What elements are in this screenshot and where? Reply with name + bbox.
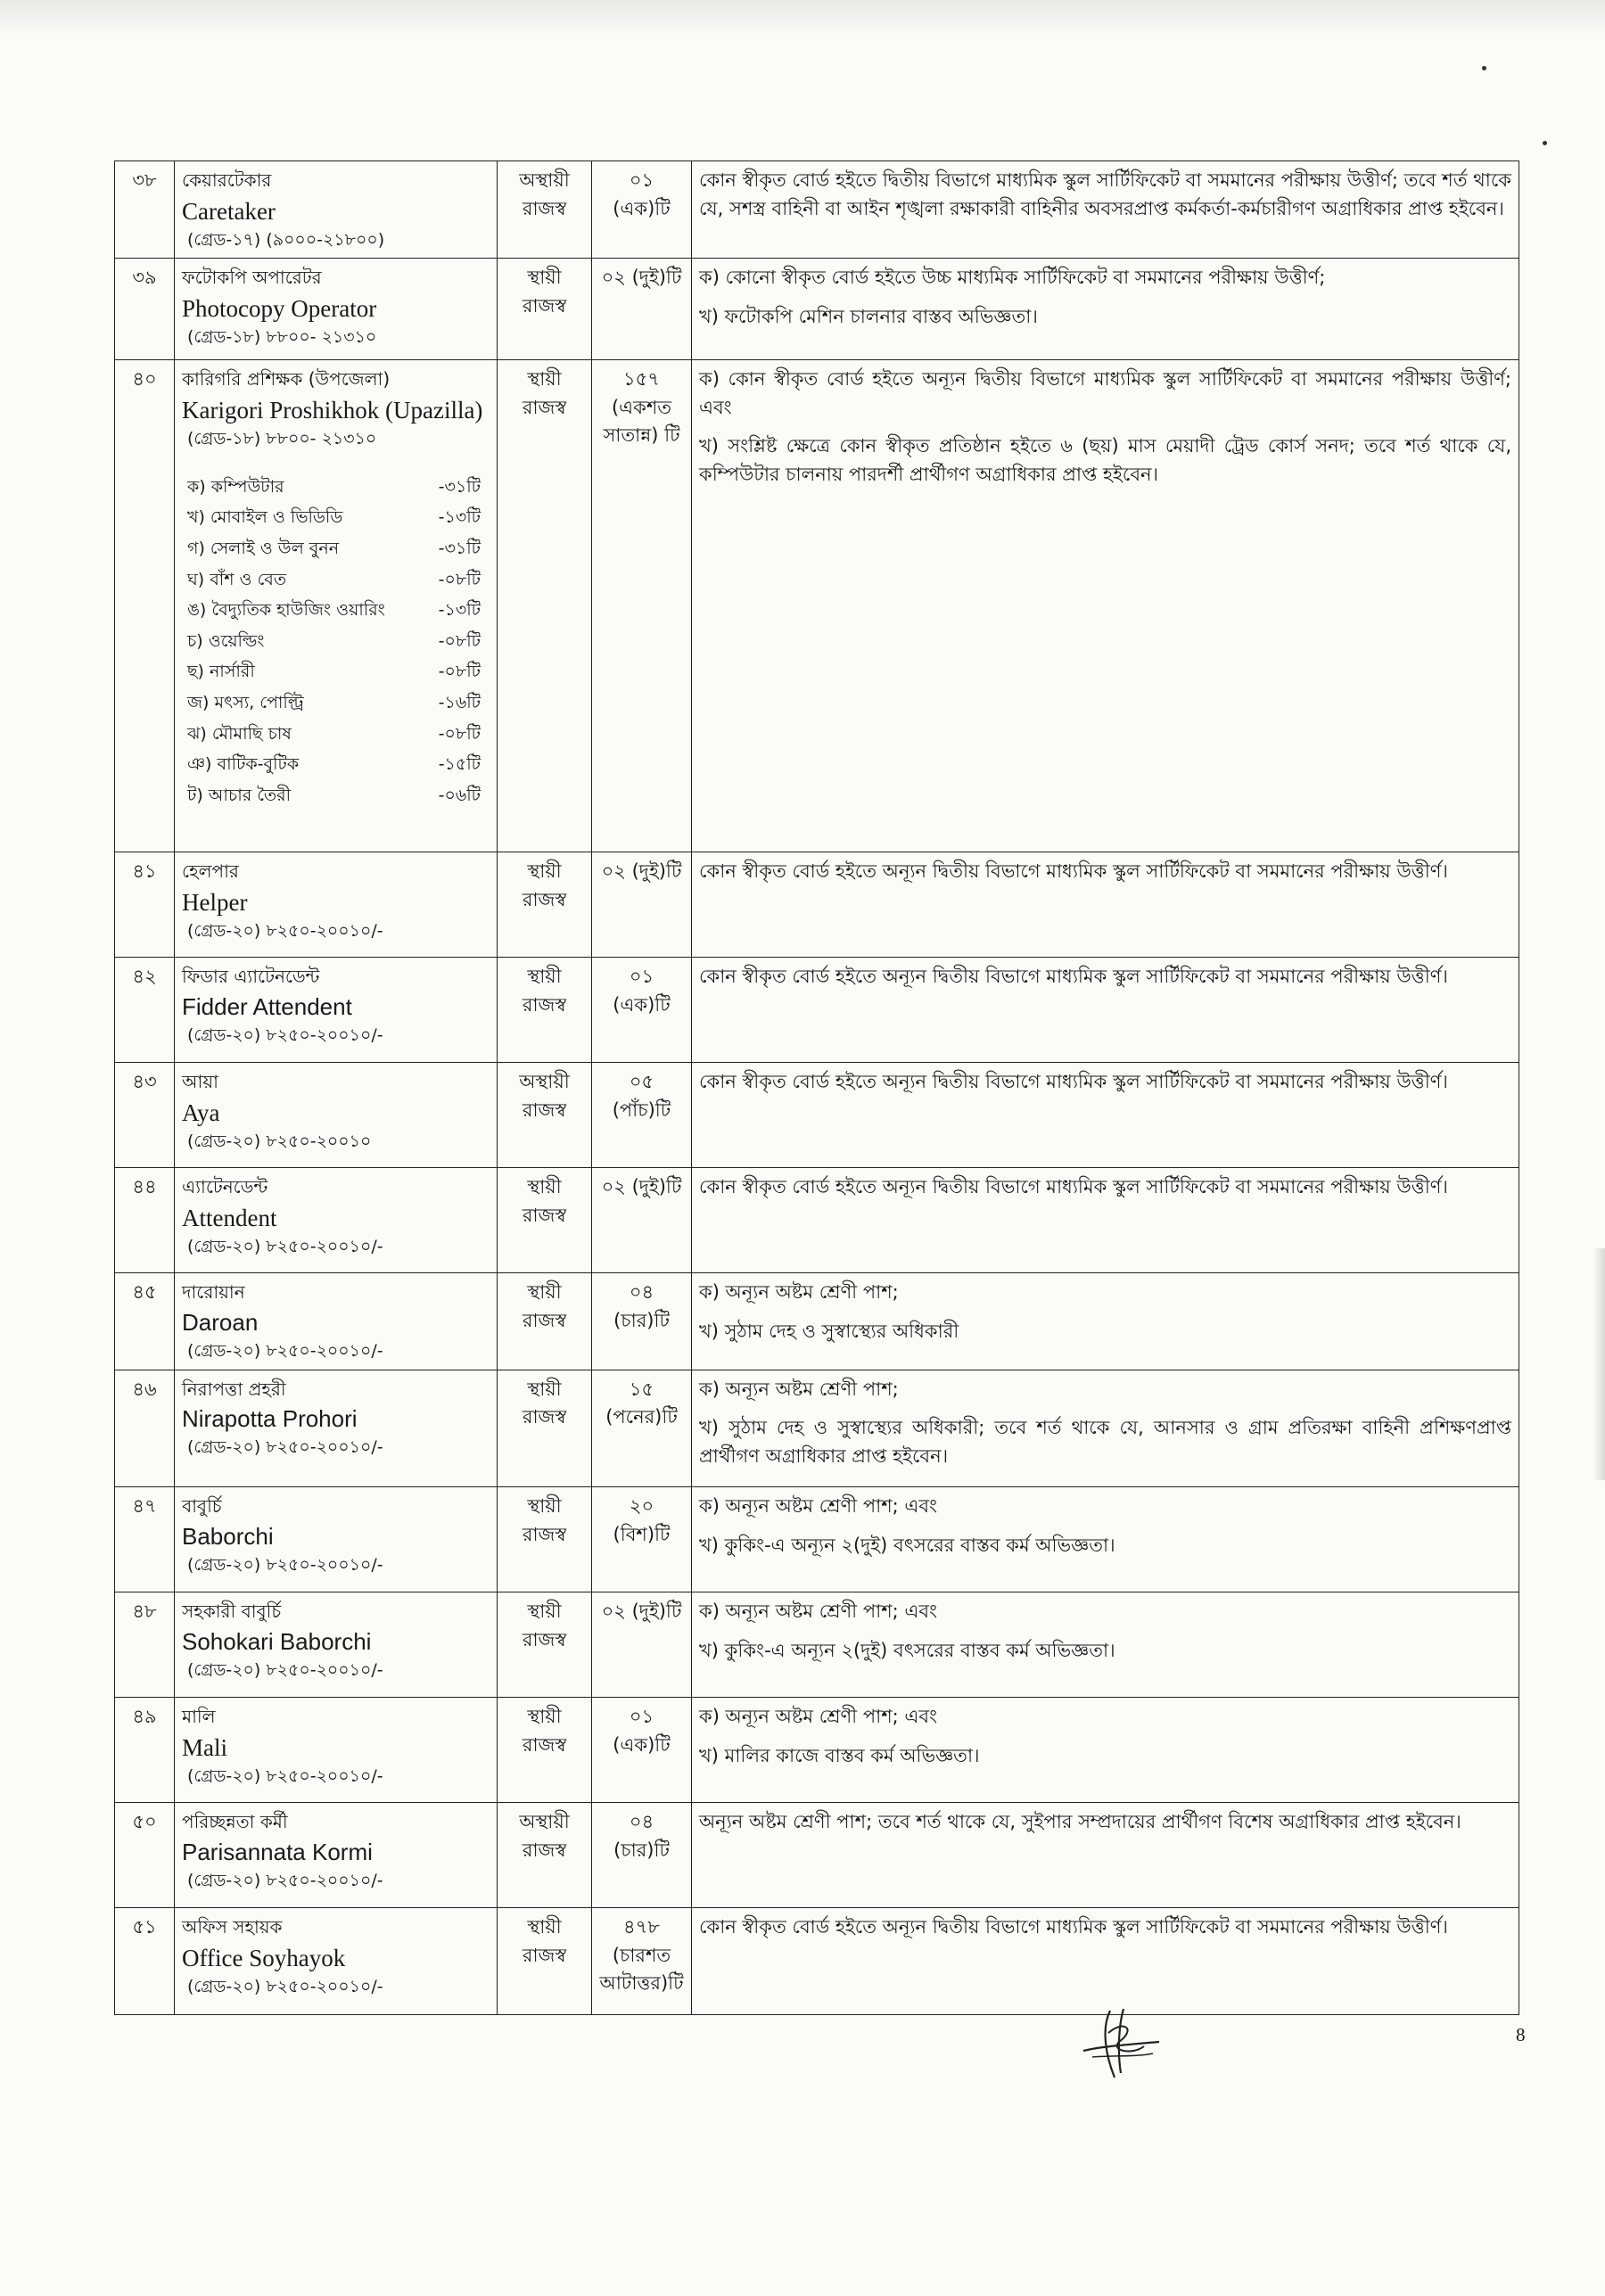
post-name-bn: এ্যাটেনডেন্ট bbox=[182, 1176, 268, 1198]
serial-number: ৪২ bbox=[115, 958, 175, 1063]
table-row bbox=[115, 161, 1519, 259]
table-row bbox=[115, 1168, 1519, 1273]
pay-grade: (গ্রেড-২০) ৮২৫০-২০০১০/- bbox=[187, 1554, 383, 1575]
post-name-cell bbox=[175, 161, 498, 259]
post-type: স্থায়ী রাজস্ব bbox=[498, 1592, 592, 1698]
qualification-text: খ) কুকিং-এ অন্যূন ২(দুই) বৎসরের বাস্তব কর্ম অভিজ্ঞতা। bbox=[699, 1639, 1115, 1661]
trade-count: -৩১টি bbox=[438, 476, 481, 497]
post-count: ৪৭৮ (চারশত আটাত্তর)টি bbox=[592, 1908, 692, 2015]
trade-item bbox=[187, 749, 490, 780]
qualification-cell bbox=[692, 360, 1519, 852]
qualification-cell bbox=[692, 1592, 1519, 1698]
post-name-en: Attendent bbox=[182, 1204, 277, 1231]
trade-name: চ) ওয়েল্ডিং bbox=[187, 630, 265, 651]
qualification-cell bbox=[692, 259, 1519, 360]
qualification-text: কোন স্বীকৃত বোর্ড হইতে অন্যূন দ্বিতীয় বিভাগে মাধ্যমিক স্কুল সার্টিফিকেট বা সমমানের পরীক্ষায় উত্তীর্ণ। bbox=[699, 860, 1448, 883]
post-count: ২০ (বিশ)টি bbox=[592, 1487, 692, 1592]
trade-item bbox=[187, 719, 490, 750]
pay-grade: (গ্রেড-২০) ৮২৫০-২০০১০/- bbox=[187, 1659, 383, 1680]
serial-number: ৫১ bbox=[115, 1908, 175, 2015]
table-row bbox=[115, 1803, 1519, 1908]
qualification-cell bbox=[692, 1487, 1519, 1592]
trade-name: ঙ) বৈদ্যুতিক হাউজিং ওয়ারিং bbox=[187, 600, 385, 621]
post-name-cell bbox=[175, 259, 498, 360]
trade-item bbox=[187, 564, 490, 596]
post-name-en: Parisannata Kormi bbox=[182, 1838, 373, 1865]
qualification-text: খ) কুকিং-এ অন্যূন ২(দুই) বৎসরের বাস্তব কর্ম অভিজ্ঞতা। bbox=[699, 1534, 1115, 1556]
pay-grade: (গ্রেড-২০) ৮২৫০-২০০১০/- bbox=[187, 1976, 383, 1996]
post-type: স্থায়ী রাজস্ব bbox=[498, 1487, 592, 1592]
trade-item bbox=[187, 502, 490, 533]
serial-number: ৩৮ bbox=[115, 161, 175, 259]
qualification-cell bbox=[692, 1273, 1519, 1370]
post-type: স্থায়ী রাজস্ব bbox=[498, 1370, 592, 1487]
post-name-bn: সহকারী বাবুর্চি bbox=[182, 1601, 282, 1623]
post-count: ০২ (দুই)টি bbox=[592, 1592, 692, 1698]
trade-item bbox=[187, 595, 490, 626]
table-row bbox=[115, 1908, 1519, 2015]
post-name-cell bbox=[175, 1908, 498, 2015]
pay-grade: (গ্রেড-২০) ৮২৫০-২০০১০ bbox=[187, 1132, 372, 1152]
trade-item bbox=[187, 626, 490, 657]
post-name-cell bbox=[175, 1168, 498, 1273]
post-count: ১৫৭ (একশত সাতান্ন) টি bbox=[592, 360, 692, 852]
post-count: ১৫ (পনের)টি bbox=[592, 1370, 692, 1487]
post-name-cell bbox=[175, 852, 498, 958]
trade-item bbox=[187, 472, 490, 503]
trade-count: -১৫টি bbox=[438, 754, 481, 775]
pay-grade: (গ্রেড-২০) ৮২৫০-২০০১০/- bbox=[187, 1870, 383, 1890]
table-row bbox=[115, 259, 1519, 360]
trade-item bbox=[187, 687, 490, 719]
post-type: স্থায়ী রাজস্ব bbox=[498, 259, 592, 360]
post-name-en: Nirapotta Prohori bbox=[182, 1405, 358, 1433]
trade-name: ঘ) বাঁশ ও বেত bbox=[187, 569, 287, 589]
qualification-text: কোন স্বীকৃত বোর্ড হইতে দ্বিতীয় বিভাগে মাধ্যমিক স্কুল সার্টিফিকেট বা সমমানের পরীক্ষায় উত্তীর্ণ; তবে শর্ত থাকে যে, সশস্ত্র বাহিনী বা আইন শৃঙ্খলা রক্ষাকারী বাহিনীর অবসরপ্রাপ্ত কর্মকর্তা-কর্মচারীগণ অগ্রাধিকার প্রাপ্ত হইবেন। bbox=[699, 169, 1511, 219]
qualification-cell bbox=[692, 1803, 1519, 1908]
qualification-cell bbox=[692, 852, 1519, 958]
post-name-bn: ফটোকপি অপারেটর bbox=[182, 267, 322, 289]
post-type: স্থায়ী রাজস্ব bbox=[498, 1908, 592, 2015]
qualification-text: কোন স্বীকৃত বোর্ড হইতে অন্যূন দ্বিতীয় বিভাগে মাধ্যমিক স্কুল সার্টিফিকেট বা সমমানের পরীক্ষায় উত্তীর্ণ। bbox=[699, 966, 1448, 988]
qualification-cell bbox=[692, 1370, 1519, 1487]
qualification-text: খ) সুঠাম দেহ ও সুস্বাস্থ্যের অধিকারী; তবে শর্ত থাকে যে, আনসার ও গ্রাম প্রতিরক্ষা বাহিনী প্রশিক্ষণপ্রাপ্ত প্রার্থীগণ অগ্রাধিকার প্রাপ্ত হইবেন। bbox=[699, 1417, 1511, 1467]
post-count: ০৪ (চার)টি bbox=[592, 1803, 692, 1908]
post-type: স্থায়ী রাজস্ব bbox=[498, 852, 592, 958]
post-type: অস্থায়ী রাজস্ব bbox=[498, 1803, 592, 1908]
post-name-en: Photocopy Operator bbox=[182, 294, 377, 322]
job-table-body bbox=[115, 161, 1519, 2015]
post-name-bn: অফিস সহায়ক bbox=[182, 1916, 283, 1938]
qualification-cell bbox=[692, 161, 1519, 259]
post-name-bn: আয়া bbox=[182, 1071, 218, 1093]
post-name-bn: কেয়ারটেকার bbox=[182, 169, 272, 191]
post-count: ০২ (দুই)টি bbox=[592, 1168, 692, 1273]
pay-grade: (গ্রেড-১৮) ৮৮০০- ২১৩১০ bbox=[187, 327, 377, 348]
qualification-text: ক) অন্যূন অষ্টম শ্রেণী পাশ; এবং bbox=[699, 1601, 938, 1623]
post-name-en: Mali bbox=[182, 1733, 227, 1761]
post-count: ০২ (দুই)টি bbox=[592, 259, 692, 360]
serial-number: ৫০ bbox=[115, 1803, 175, 1908]
post-name-en: Helper bbox=[182, 888, 248, 916]
trade-count: -০৮টি bbox=[438, 662, 481, 682]
trade-item bbox=[187, 533, 490, 564]
post-type: স্থায়ী রাজস্ব bbox=[498, 1168, 592, 1273]
post-name-en: Fidder Attendent bbox=[182, 992, 352, 1020]
trade-count: -৩১টি bbox=[438, 539, 481, 559]
trade-name: খ) মোবাইল ও ভিডিডি bbox=[187, 507, 343, 528]
post-name-en: Karigori Proshikhok (Upazilla) bbox=[182, 396, 483, 424]
post-name-bn: হেলপার bbox=[182, 860, 239, 883]
post-name-bn: মালি bbox=[182, 1706, 216, 1728]
table-row bbox=[115, 1370, 1519, 1487]
table-row bbox=[115, 852, 1519, 958]
post-name-cell bbox=[175, 1370, 498, 1487]
pay-grade: (গ্রেড-১৮) ৮৮০০- ২১৩১০ bbox=[187, 429, 377, 449]
post-type: স্থায়ী রাজস্ব bbox=[498, 360, 592, 852]
trade-count: -০৬টি bbox=[438, 785, 481, 805]
trade-count: -১৩টি bbox=[438, 507, 481, 528]
qualification-text: কোন স্বীকৃত বোর্ড হইতে অন্যূন দ্বিতীয় বিভাগে মাধ্যমিক স্কুল সার্টিফিকেট বা সমমানের পরীক্ষায় উত্তীর্ণ। bbox=[699, 1176, 1448, 1198]
page-number: 8 bbox=[1516, 2024, 1526, 2045]
post-type: অস্থায়ী রাজস্ব bbox=[498, 1063, 592, 1168]
job-table bbox=[114, 160, 1519, 2015]
trade-item bbox=[187, 780, 490, 811]
trade-count: -০৮টি bbox=[438, 569, 481, 589]
table-row bbox=[115, 958, 1519, 1063]
table-row bbox=[115, 1487, 1519, 1592]
speck-mark bbox=[1482, 66, 1486, 70]
qualification-text: ক) অন্যূন অষ্টম শ্রেণী পাশ; bbox=[699, 1378, 899, 1400]
speck-mark bbox=[1543, 141, 1547, 145]
serial-number: ৪৩ bbox=[115, 1063, 175, 1168]
post-name-en: Daroan bbox=[182, 1308, 259, 1336]
qualification-cell bbox=[692, 1698, 1519, 1803]
serial-number: ৩৯ bbox=[115, 259, 175, 360]
page-edge-strip bbox=[1593, 1248, 1605, 1480]
post-type: স্থায়ী রাজস্ব bbox=[498, 1698, 592, 1803]
post-name-en: Sohokari Baborchi bbox=[182, 1627, 372, 1655]
qualification-text: কোন স্বীকৃত বোর্ড হইতে অন্যূন দ্বিতীয় বিভাগে মাধ্যমিক স্কুল সার্টিফিকেট বা সমমানের পরীক্ষায় উত্তীর্ণ। bbox=[699, 1916, 1448, 1938]
pay-grade: (গ্রেড-২০) ৮২৫০-২০০১০/- bbox=[187, 1341, 383, 1362]
serial-number: ৪৪ bbox=[115, 1168, 175, 1273]
post-name-cell bbox=[175, 1592, 498, 1698]
post-name-en: Baborchi bbox=[182, 1522, 274, 1550]
table-row bbox=[115, 360, 1519, 852]
post-name-cell bbox=[175, 1698, 498, 1803]
post-name-bn: কারিগরি প্রশিক্ষক (উপজেলা) bbox=[182, 368, 391, 391]
serial-number: ৪৫ bbox=[115, 1273, 175, 1370]
post-name-cell bbox=[175, 360, 498, 852]
post-name-en: Office Soyhayok bbox=[182, 1944, 346, 1971]
trade-count: -১৬টি bbox=[438, 692, 481, 712]
table-row bbox=[115, 1592, 1519, 1698]
qualification-text: কোন স্বীকৃত বোর্ড হইতে অন্যূন দ্বিতীয় বিভাগে মাধ্যমিক স্কুল সার্টিফিকেট বা সমমানের পরীক্ষায় উত্তীর্ণ। bbox=[699, 1071, 1448, 1093]
post-count: ০১ (এক)টি bbox=[592, 161, 692, 259]
post-name-bn: বাবুর্চি bbox=[182, 1495, 222, 1518]
post-name-cell bbox=[175, 958, 498, 1063]
signature-mark bbox=[1074, 2002, 1164, 2082]
trade-name: ঞ) বাটিক-বুটিক bbox=[187, 754, 300, 775]
post-type: স্থায়ী রাজস্ব bbox=[498, 958, 592, 1063]
post-type: অস্থায়ী রাজস্ব bbox=[498, 161, 592, 259]
serial-number: ৪৭ bbox=[115, 1487, 175, 1592]
qualification-text: খ) সুঠাম দেহ ও সুস্বাস্থ্যের অধিকারী bbox=[699, 1320, 959, 1342]
qualification-text: ক) কোনো স্বীকৃত বোর্ড হইতে উচ্চ মাধ্যমিক সার্টিফিকেট বা সমমানের পরীক্ষায় উত্তীর্ণ; bbox=[699, 267, 1326, 289]
qualification-text: ক) অন্যূন অষ্টম শ্রেণী পাশ; bbox=[699, 1281, 899, 1304]
trade-list bbox=[182, 472, 490, 811]
post-name-en: Aya bbox=[182, 1099, 220, 1126]
post-name-en: Caretaker bbox=[182, 197, 276, 225]
qualification-text: অন্যূন অষ্টম শ্রেণী পাশ; তবে শর্ত থাকে যে, সুইপার সম্প্রদায়ের প্রার্থীগণ বিশেষ অগ্রাধিকার প্রাপ্ত হইবেন। bbox=[699, 1811, 1461, 1833]
post-name-bn: ফিডার এ্যাটেনডেন্ট bbox=[182, 966, 320, 988]
table-row bbox=[115, 1273, 1519, 1370]
qualification-text: ক) অন্যূন অষ্টম শ্রেণী পাশ; এবং bbox=[699, 1706, 938, 1728]
serial-number: ৪৬ bbox=[115, 1370, 175, 1487]
post-count: ০৫ (পাঁচ)টি bbox=[592, 1063, 692, 1168]
post-name-bn: পরিচ্ছন্নতা কর্মী bbox=[182, 1811, 288, 1833]
trade-name: গ) সেলাই ও উল বুনন bbox=[187, 539, 340, 559]
pay-grade: (গ্রেড-২০) ৮২৫০-২০০১০/- bbox=[187, 1437, 383, 1458]
post-count: ০১ (এক)টি bbox=[592, 1698, 692, 1803]
trade-item bbox=[187, 656, 490, 687]
qualification-cell bbox=[692, 1063, 1519, 1168]
trade-name: ট) আচার তৈরী bbox=[187, 785, 292, 805]
table-row bbox=[115, 1698, 1519, 1803]
qualification-cell bbox=[692, 1168, 1519, 1273]
trade-name: ঝ) মৌমাছি চাষ bbox=[187, 723, 292, 744]
post-count: ০৪ (চার)টি bbox=[592, 1273, 692, 1370]
trade-name: ক) কম্পিউটার bbox=[187, 476, 284, 497]
qualification-text: ক) কোন স্বীকৃত বোর্ড হইতে অন্যূন দ্বিতীয় বিভাগে মাধ্যমিক স্কুল সার্টিফিকেট বা সমমানের পরীক্ষায় উত্তীর্ণ; এবং bbox=[699, 368, 1511, 418]
qualification-text: খ) সংশ্লিষ্ট ক্ষেত্রে কোন স্বীকৃত প্রতিষ্ঠান হইতে ৬ (ছয়) মাস মেয়াদী ট্রেড কোর্স সনদ; তবে শর্ত থাকে যে, কম্পিউটার চালনায় পারদর্শী প্রার্থীগণ অগ্রাধিকার প্রাপ্ত হইবেন। bbox=[699, 435, 1511, 485]
qualification-text: খ) ফটোকপি মেশিন চালনার বাস্তব অভিজ্ঞতা। bbox=[699, 305, 1038, 327]
pay-grade: (গ্রেড-১৭) (৯০০০-২১৮০০) bbox=[187, 229, 385, 250]
post-count: ০১ (এক)টি bbox=[592, 958, 692, 1063]
post-name-cell bbox=[175, 1803, 498, 1908]
qualification-cell bbox=[692, 1908, 1519, 2015]
qualification-text: খ) মালির কাজে বাস্তব কর্ম অভিজ্ঞতা। bbox=[699, 1744, 980, 1766]
pay-grade: (গ্রেড-২০) ৮২৫০-২০০১০/- bbox=[187, 921, 383, 942]
qualification-text: ক) অন্যূন অষ্টম শ্রেণী পাশ; এবং bbox=[699, 1495, 938, 1518]
serial-number: ৪৮ bbox=[115, 1592, 175, 1698]
trade-name: ছ) নার্সারী bbox=[187, 662, 255, 682]
qualification-cell bbox=[692, 958, 1519, 1063]
post-name-cell bbox=[175, 1487, 498, 1592]
pay-grade: (গ্রেড-২০) ৮২৫০-২০০১০/- bbox=[187, 1237, 383, 1257]
pay-grade: (গ্রেড-২০) ৮২৫০-২০০১০/- bbox=[187, 1025, 383, 1046]
serial-number: ৪০ bbox=[115, 360, 175, 852]
serial-number: ৪১ bbox=[115, 852, 175, 958]
pay-grade: (গ্রেড-২০) ৮২৫০-২০০১০/- bbox=[187, 1765, 383, 1786]
trade-count: -১৩টি bbox=[438, 600, 481, 621]
trade-count: -০৮টি bbox=[438, 630, 481, 651]
post-name-cell bbox=[175, 1063, 498, 1168]
page-top-shadow bbox=[0, 0, 1605, 36]
trade-count: -০৮টি bbox=[438, 723, 481, 744]
post-name-bn: দারোয়ান bbox=[182, 1281, 245, 1304]
post-type: স্থায়ী রাজস্ব bbox=[498, 1273, 592, 1370]
table-row bbox=[115, 1063, 1519, 1168]
post-name-bn: নিরাপত্তা প্রহরী bbox=[182, 1378, 286, 1400]
serial-number: ৪৯ bbox=[115, 1698, 175, 1803]
trade-name: জ) মৎস্য, পোল্ট্রি bbox=[187, 692, 304, 712]
post-count: ০২ (দুই)টি bbox=[592, 852, 692, 958]
post-name-cell bbox=[175, 1273, 498, 1370]
